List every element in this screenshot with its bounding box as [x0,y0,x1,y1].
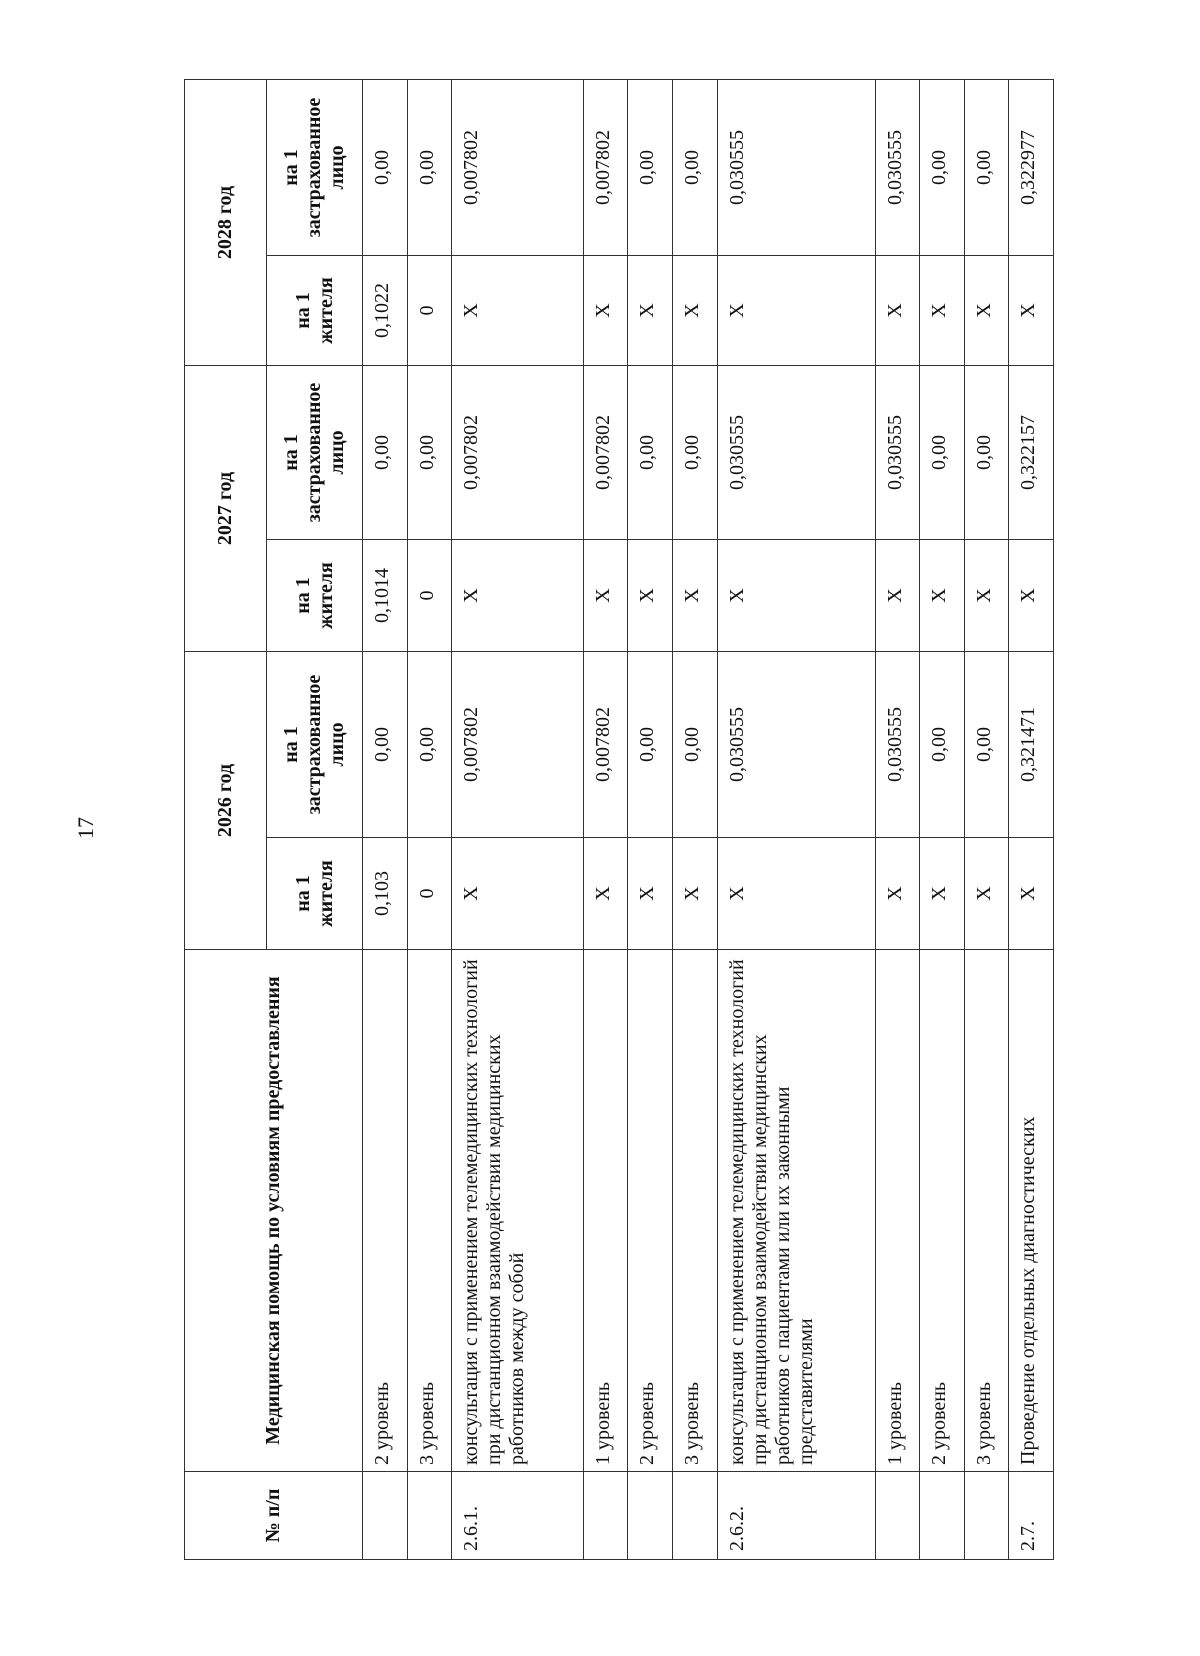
rotated-table-container [184,80,1054,1560]
cell-per-resident: X [673,256,718,366]
cell-per-resident: 0,1022 [363,256,408,366]
row-name: консультация с применением телемедицинских технологий при дистанционном взаимодействии медицинских работников между собой [452,950,584,1472]
row-number [583,1472,628,1560]
table-row [628,80,673,1560]
cell-per-insured: 0,00 [964,652,1009,838]
cell-per-insured: 0,007802 [452,80,584,256]
row-name: 3 уровень [407,950,452,1472]
table-row [920,80,965,1560]
row-name: 3 уровень [673,950,718,1472]
cell-per-insured: 0,00 [920,366,965,540]
cell-per-insured: 0,00 [628,366,673,540]
header-per-insured: на 1 застрахованное лицо [267,80,363,256]
cell-per-insured: 0,00 [920,652,965,838]
header-per-resident: на 1 жителя [267,540,363,652]
cell-per-resident: X [583,838,628,950]
cell-per-resident: X [964,838,1009,950]
row-number: 2.7. [1009,1472,1054,1560]
cell-per-resident: 0 [407,838,452,950]
cell-per-insured: 0,00 [363,366,408,540]
cell-per-resident: X [452,256,584,366]
row-name: Проведение отдельных диагностических [1009,950,1054,1472]
cell-per-insured: 0,00 [920,80,965,256]
table-row [363,80,408,1560]
cell-per-insured: 0,007802 [452,652,584,838]
row-number [673,1472,718,1560]
header-per-insured: на 1 застрахованное лицо [267,652,363,838]
cell-per-resident: X [673,838,718,950]
header-num: № п/п [185,1472,363,1560]
cell-per-resident: X [964,540,1009,652]
cell-per-resident: X [628,540,673,652]
cell-per-resident: X [717,838,875,950]
row-name: 2 уровень [363,950,408,1472]
row-name: 1 уровень [875,950,920,1472]
row-number: 2.6.1. [452,1472,584,1560]
cell-per-insured: 0,007802 [583,366,628,540]
cell-per-resident: X [1009,838,1054,950]
cell-per-resident: X [628,256,673,366]
header-per-resident: на 1 жителя [267,256,363,366]
table-row [583,80,628,1560]
cell-per-resident: X [717,540,875,652]
cell-per-insured: 0,030555 [875,80,920,256]
header-year-2028: 2028 год [185,80,267,366]
cell-per-insured: 0,00 [628,652,673,838]
cell-per-insured: 0,322977 [1009,80,1054,256]
cell-per-insured: 0,321471 [1009,652,1054,838]
cell-per-resident: X [452,838,584,950]
cell-per-resident: X [717,256,875,366]
row-number [920,1472,965,1560]
cell-per-insured: 0,00 [363,80,408,256]
cell-per-insured: 0,030555 [717,80,875,256]
table-body [363,80,1054,1560]
cell-per-insured: 0,030555 [717,652,875,838]
cell-per-insured: 0,00 [407,652,452,838]
cell-per-resident: X [583,540,628,652]
header-year-2027: 2027 год [185,366,267,652]
cell-per-resident: 0 [407,540,452,652]
cell-per-resident: 0,103 [363,838,408,950]
cell-per-resident: X [875,838,920,950]
cell-per-insured: 0,00 [628,80,673,256]
cell-per-insured: 0,00 [673,366,718,540]
row-number [363,1472,408,1560]
table-row [1009,80,1054,1560]
cell-per-insured: 0,007802 [583,80,628,256]
cell-per-resident: X [964,256,1009,366]
medical-care-volume-table [184,79,1054,1560]
page-number: 17 [73,817,98,839]
cell-per-insured: 0,030555 [875,366,920,540]
row-name: 3 уровень [964,950,1009,1472]
row-number [628,1472,673,1560]
cell-per-resident: X [1009,540,1054,652]
table-row [673,80,718,1560]
cell-per-resident: X [673,540,718,652]
cell-per-resident: X [452,540,584,652]
cell-per-insured: 0,00 [363,652,408,838]
table-row [964,80,1009,1560]
table-row [875,80,920,1560]
header-per-insured: на 1 застрахованное лицо [267,366,363,540]
row-number: 2.6.2. [717,1472,875,1560]
cell-per-resident: X [920,540,965,652]
row-number [875,1472,920,1560]
cell-per-insured: 0,322157 [1009,366,1054,540]
cell-per-resident: 0 [407,256,452,366]
row-name: 1 уровень [583,950,628,1472]
row-name: 2 уровень [628,950,673,1472]
cell-per-resident: X [628,838,673,950]
cell-per-insured: 0,007802 [452,366,584,540]
cell-per-insured: 0,00 [673,80,718,256]
row-name: 2 уровень [920,950,965,1472]
cell-per-resident: X [875,256,920,366]
cell-per-resident: X [920,256,965,366]
cell-per-insured: 0,030555 [717,366,875,540]
cell-per-insured: 0,00 [673,652,718,838]
cell-per-insured: 0,00 [407,80,452,256]
header-per-resident: на 1 жителя [267,838,363,950]
cell-per-resident: X [875,540,920,652]
row-name: консультация с применением телемедицинских технологий при дистанционном взаимодействии медицинских работников с пациентами или их законными представителями [717,950,875,1472]
cell-per-resident: X [920,838,965,950]
row-number [964,1472,1009,1560]
row-number [407,1472,452,1560]
cell-per-insured: 0,030555 [875,652,920,838]
cell-per-resident: 0,1014 [363,540,408,652]
cell-per-resident: X [583,256,628,366]
header-year-2026: 2026 год [185,652,267,950]
cell-per-insured: 0,00 [964,80,1009,256]
cell-per-insured: 0,007802 [583,652,628,838]
table-row [407,80,452,1560]
cell-per-resident: X [1009,256,1054,366]
table-row [717,80,875,1560]
header-name: Медицинская помощь по условиям предоставления [185,950,363,1472]
cell-per-insured: 0,00 [964,366,1009,540]
table-row [452,80,584,1560]
cell-per-insured: 0,00 [407,366,452,540]
